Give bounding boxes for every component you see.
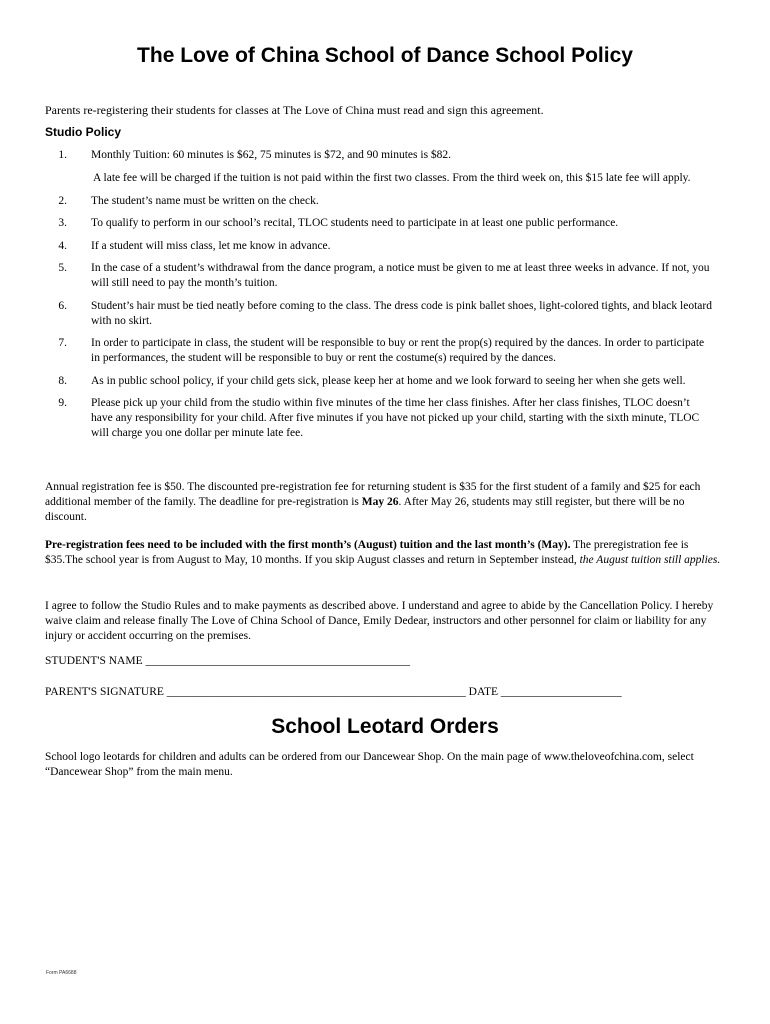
policy-item-text: Student’s hair must be tied neatly before coming to the class. The dress code is pink ballet shoes, light-colored tights, and black leotard with no skirt. bbox=[91, 299, 712, 327]
policy-item-number: 8. bbox=[58, 374, 67, 387]
policy-item-text: To qualify to perform in our school’s recital, TLOC students need to participate in at least one public performance. bbox=[91, 217, 619, 229]
student-name-field[interactable] bbox=[45, 655, 410, 667]
studio-policy-heading: Studio Policy bbox=[45, 125, 122, 139]
policy-item bbox=[45, 299, 725, 329]
agreement-paragraph: I agree to follow the Studio Rules and to make payments as described above. I understand and agree to abide by the Cancellation Policy. I hereby waive claim and release finally The Love of China School of Dance, Emily Dedear, instructors and other personnel for claim or liability for any injury or accident occurring on the premises. bbox=[45, 600, 714, 642]
form-id: Form PA6688 bbox=[46, 970, 77, 976]
policy-item-number: 9. bbox=[58, 397, 67, 409]
policy-item-text: Please pick up your child from the studio within five minutes of the time her class finishes. After her class finishes, TLOC doesn’t have any responsibility for your child. After five minutes if you have not picked up your child, starting with the sixth minute, TLOC will charge you one dollar per minute late fee. bbox=[91, 397, 700, 439]
policy-item bbox=[45, 261, 725, 291]
preregistration-bold: Pre-registration fees need to be included with the first month’s (August) tuition and the last month’s (May). bbox=[45, 539, 571, 551]
registration-fee-paragraph bbox=[45, 480, 725, 525]
preregistration-text: The preregistration fee is $35.The school year is from August to May, 10 months. If you skip August classes and return in September instead, bbox=[45, 539, 689, 566]
policy-item bbox=[45, 374, 725, 389]
policy-item-number: 1. bbox=[58, 149, 67, 161]
policy-item bbox=[45, 148, 725, 186]
page-title: The Love of China School of Dance School Policy bbox=[137, 44, 633, 67]
intro-text: Parents re-registering their students for classes at The Love of China must read and sign this agreement. bbox=[45, 103, 544, 117]
policy-item-text: If a student will miss class, let me know in advance. bbox=[91, 239, 331, 252]
policy-item bbox=[45, 396, 725, 441]
policy-item-body bbox=[91, 148, 714, 186]
registration-text: Annual registration fee is $50. The discounted pre-registration fee for returning student is $35 for the first student of a family and $25 for each additional member of the family. The deadline for pre-registration is bbox=[45, 481, 701, 508]
policy-item-number: 5. bbox=[58, 262, 67, 274]
registration-deadline: May 26 bbox=[361, 496, 399, 508]
parent-signature-field[interactable] bbox=[45, 686, 622, 698]
policy-item-note: A late fee will be charged if the tuition is not paid within the first two classes. From the third week on, this $15 late fee will apply. bbox=[93, 172, 691, 184]
student-name-label: STUDENT'S NAME bbox=[45, 655, 143, 667]
policy-item-text: As in public school policy, if your child gets sick, please keep her at home and we look forward to seeing her when she gets well. bbox=[91, 374, 686, 387]
policy-item-text: The student’s name must be written on the check. bbox=[91, 194, 319, 207]
leotard-heading: School Leotard Orders bbox=[271, 715, 499, 738]
parent-signature-label: PARENT'S SIGNATURE bbox=[45, 686, 164, 698]
policy-item bbox=[45, 239, 725, 254]
policy-item-number: 7. bbox=[58, 337, 67, 349]
policy-list bbox=[45, 148, 725, 449]
policy-item bbox=[45, 194, 725, 209]
policy-item-number: 3. bbox=[58, 217, 67, 229]
student-name-line[interactable]: ______________________________________________ bbox=[145, 655, 410, 667]
date-label: DATE bbox=[468, 686, 499, 698]
policy-item-number: 4. bbox=[58, 239, 67, 252]
policy-item bbox=[45, 336, 725, 366]
preregistration-italic: the August tuition still applies. bbox=[579, 554, 721, 566]
leotard-paragraph: School logo leotards for children and adults can be ordered from our Dancewear Shop. On the main page of www.theloveofchina.com, select “Dancewear Shop” from the main menu. bbox=[45, 751, 694, 778]
date-line[interactable]: _____________________ bbox=[500, 686, 622, 698]
policy-item-number: 6. bbox=[58, 299, 67, 312]
policy-item-text: Monthly Tuition: 60 minutes is $62, 75 minutes is $72, and 90 minutes is $82. bbox=[91, 149, 452, 161]
policy-item-text: In order to participate in class, the student will be responsible to buy or rent the prop(s) required by the dances. In order to participate in performances, the student will be responsible to buy or rent the costume(s) required by the dances. bbox=[91, 337, 705, 364]
policy-item-text: In the case of a student’s withdrawal from the dance program, a notice must be given to me at least three weeks in advance. If not, you will still need to pay the month’s tuition. bbox=[91, 262, 710, 289]
parent-signature-line[interactable]: ____________________________________________________ bbox=[166, 686, 466, 698]
policy-item-number: 2. bbox=[58, 194, 67, 207]
policy-item bbox=[45, 216, 725, 231]
preregistration-paragraph bbox=[45, 538, 725, 568]
registration-text-end: . After May 26, students may still register, but there will be no discount. bbox=[45, 496, 685, 523]
